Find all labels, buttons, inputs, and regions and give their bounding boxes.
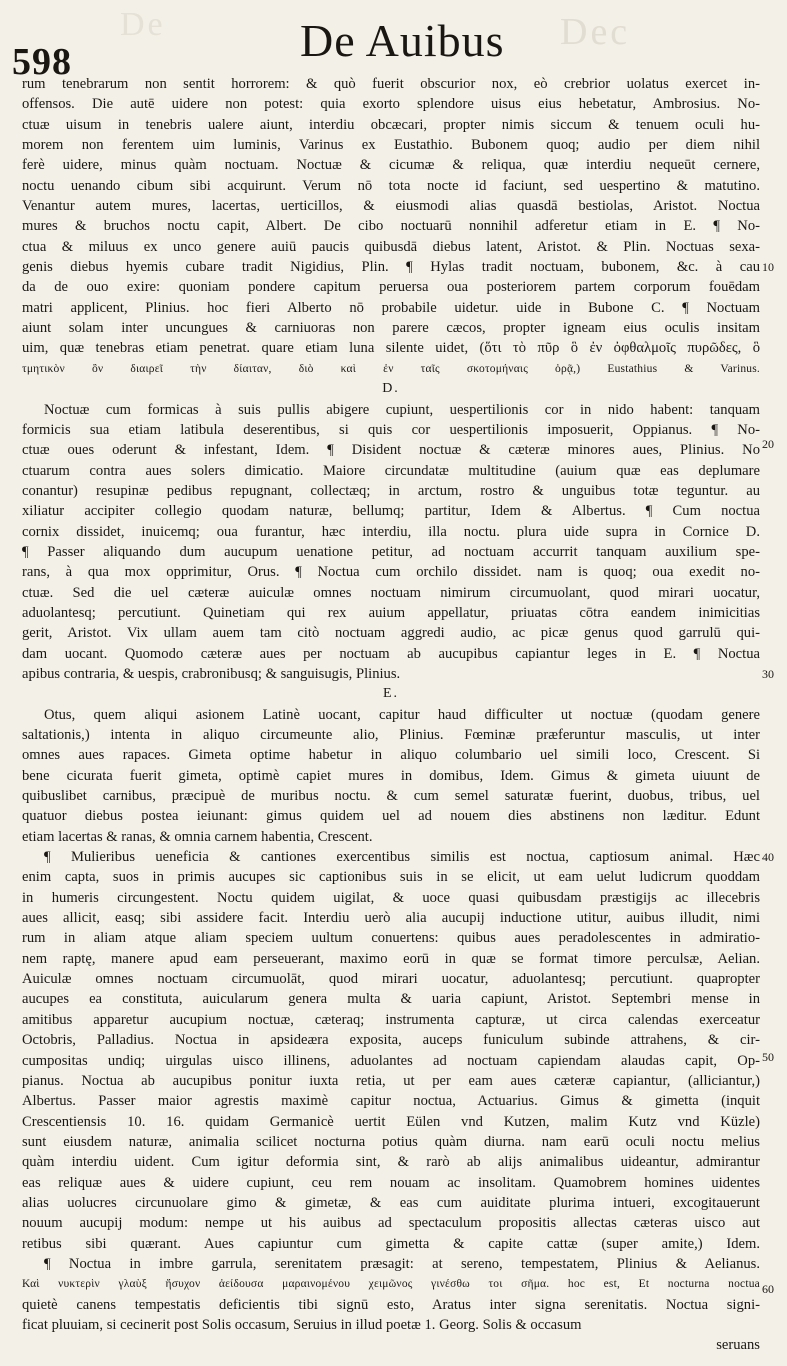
text-line: pianus. Noctua ab aucupibus ponitur iuxta retia, ut per eam aues cæteræ capiantur, (alliciantur,) — [22, 1072, 760, 1089]
text-line: aiunt solam inter uncungues & carniuoras non parere cæcos, propter igneam eius oculis insitam — [22, 320, 760, 337]
text-line: nouum aucupij modum: nempe ut his auibus ad spectaculum propositis allectas cæteras uisco aut — [22, 1215, 760, 1232]
bleed-through-text: De — [120, 6, 166, 43]
text-line: ficat pluuiam, si cecinerit post Solis occasum, Seruius in illud poetæ 1. Georg. Solis & occasum — [22, 1316, 582, 1333]
section-d-text — [22, 400, 760, 685]
margin-line-number: 20 — [762, 437, 774, 451]
text-line: mures & bruchos noctu capit, Albert. De cibo noctuarū nonnihil adferetur etiam in E. ¶ No- — [22, 218, 760, 235]
margin-line-number: 30 — [762, 667, 774, 681]
text-line: aucupes ea constituta, auicularum genera multa & uaria capiunt, Aristot. Septembri mense in — [22, 991, 760, 1008]
paragraph-c-continued — [22, 74, 760, 359]
text-line: Noctuæ cum formicas à suis pullis abigere cupiunt, uespertilionis cor in nido habent: tanquam — [44, 401, 760, 418]
greek-quotation-line: Καὶ νυκτερὶν γλαὺξ ἥσυχον ἀείδουσα μαραινομένου χειμῶνος γινέσθω τοι σῆμα. hoc est, Et nocturna noctua — [22, 1278, 760, 1291]
text-line: enim capta, suos in primis aucupes sic captionibus suis in se elicit, ut eam uelut ludicrum quoddam — [22, 869, 760, 886]
section-e-paragraph-3 — [22, 1295, 760, 1336]
text-line: Otus, quem aliqui asionem Latinè uocant, capitur haud difficulter ut noctuæ (quodam genere — [44, 706, 760, 723]
text-line: Auiculæ omnes noctuam circumuolāt, quod mirari uocatur, aduolantesq; percutiunt. quapropter — [22, 971, 760, 988]
section-e-paragraph-2 — [22, 847, 760, 1254]
section-heading-d: D. — [382, 381, 400, 397]
text-line: sunt eiusdem naturæ, animalia scilicet nocturna potius quàm diurna. nam earū oculi noctu melius — [22, 1133, 760, 1150]
text-line: ¶ Mulieribus ueneficia & cantiones exercentibus similis est noctua, captiosum animal. Hæc — [44, 849, 760, 866]
margin-line-number: 10 — [762, 260, 774, 274]
catchword: seruans — [716, 1337, 760, 1354]
text-line: quàm interdiu uident. Cum igitur deformia sint, & rarò ab alijs animalibus uideantur, admirantur — [22, 1154, 760, 1171]
section-e-text — [22, 705, 760, 847]
text-line: matri applicent, Plinius. hoc fieri Alberto nō probabile uidetur. uide in Bubone C. ¶ Noctuam — [22, 299, 760, 316]
text-line: quibuslibet carnibus, præcipuè de muribus noctu. & cum semel saturatæ fuerint, duobus, tribus, uel — [22, 788, 760, 805]
page-number: 598 — [12, 41, 72, 83]
greek-quotation-line: τμητικὸν ὂν διαιρεῖ τὴν δίαιταν, διὸ καὶ ἐν ταῖς σκοτομήναις ὁρᾷ,) Eustathius & Varinus. — [22, 362, 760, 375]
text-line: cornix dissidet, inuicemq; oua furantur, hæc interdiu, illa noctu. plura uide supra in Cornice D. — [22, 523, 760, 540]
text-line: ctuæ. Sed die uel cæteræ auiculæ omnes noctuam nimirum circumuolant, quod mirari uocatur, — [22, 584, 760, 601]
text-line: uim, quæ tenebras etiam penetrat. quare etiam luna silente uidet, (ὅτι τὸ πῦρ ὃ ἐν ὀφθαλμοῖς πυρῶδες, ὃ — [22, 340, 760, 357]
text-line: conantur) resupinæ pedibus repugnant, collectæq; in arctum, rostro & unguibus totæ teguntur. au — [22, 482, 760, 499]
text-line: ¶ Passer aliquando dum aucupum uenatione petitur, ad noctuam accurrit tanquam auxilium spe- — [22, 543, 760, 560]
margin-line-number: 50 — [762, 1050, 774, 1064]
text-line: etiam lacertas & ranas, & omnia carnem habentia, Crescent. — [22, 828, 373, 845]
text-line: ctuæ oues oderunt & infestant, Idem. ¶ Disident noctuæ & cæteræ minores aues, Plinius. No — [22, 442, 760, 459]
text-line: cumpositas undiq; uirgulas uisco illinens, aduolantes ad noctuam capiendam alaudas capit, Op- — [22, 1052, 760, 1069]
text-line: retibus sibi quærant. Aues capiuntur cum gimetta & capite cattæ (super amite,) Idem. — [22, 1235, 760, 1252]
text-line: in humeris circungestent. Noctu quidem uigilat, & uoce quasi quibusdam præstigijs ac illecebris — [22, 889, 760, 906]
text-line: ctuarum contra aues solers dimicatio. Maiore circundatæ multitudine (auium quæ eas deplumare — [22, 462, 760, 479]
text-line: rum in aliam atque aliam speciem uultum conuertens: quibus aues peradolescentes in admiratio- — [22, 930, 760, 947]
text-line: ctuæ uisum in tenebris ualere aiunt, interdiu obcæcari, propter nimis siccum & tenuem oculi hu- — [22, 116, 760, 133]
margin-line-number: 60 — [762, 1282, 774, 1296]
page-header — [0, 0, 787, 83]
margin-line-number: 40 — [762, 850, 774, 864]
text-line: formicis sua etiam latibula deserentibus, si quis cor uespertilionis imposuerit, Oppianus. ¶ No- — [22, 421, 760, 438]
text-line: xiliatur accipiter collegio quodam naturæ, bellumq; partitur, Idem & Albertus. ¶ Cum noctua — [22, 503, 760, 520]
text-line: alias uolucres circunuolare gimo & gimetæ, & eas cum auiditate plurima intueri, excogitauerunt — [22, 1194, 760, 1211]
text-line: Octobris, Palladius. Noctua in apsideæra exposita, auceps funiculum subinde attrahens, & cir- — [22, 1032, 760, 1049]
text-line: Albertus. Passer maior agrestis maximè capitur noctua, Actuarius. Gimus & gimetta (inquit — [22, 1093, 760, 1110]
text-line: ctua & miluus ex unco genere auiū paucis quibusdā diebus latent, Aristot. & Plin. Noctuas sexa- — [22, 238, 760, 255]
text-line: omnes aues rapaces. Gimeta optime habetur in aliquo columbario uel simili loco, Crescent. Si — [22, 747, 760, 764]
text-line: apibus contraria, & uespis, crabronibusq; & sanguisugis, Plinius. — [22, 665, 401, 682]
text-line: offensos. Die autē uidere non potest: quia exorto splendore uisus eius hebetatur, Ambrosius. No- — [22, 96, 760, 113]
text-line: genis diebus hyemis cubare tradit Nigidius, Plin. ¶ Hylas tradit noctuam, bubonem, &c. à cau — [22, 259, 760, 276]
text-line: rum tenebrarum non sentit horrorem: & quò fuerit obscurior nox, eò crebrior uolatus exercet in- — [22, 76, 760, 92]
text-line: Crescentiensis 10. 16. quidam Germanicè uertit Eülen vnd Kutzen, malim Kutz vnd Küzle) — [22, 1113, 760, 1130]
text-line: quietè canens tempestatis deficientis tibi signū esto, Aratus inter signa serenitatis. Noctua signi- — [22, 1296, 760, 1313]
text-line: gerit, Aristot. Vix ullam auem tam citò noctuam aggredi audio, ac picæ genus quod garrulū qui- — [22, 625, 760, 642]
text-line: noctu uenando cibum sibi acquirunt. Verum nō tota nocte id faciunt, sed uespertino & matutino. — [22, 177, 760, 194]
text-line: quatuor diebus postea ieiunant: gimus quidem uel ad nouem dies abstinens non læditur. Edunt — [22, 808, 760, 825]
body-text — [22, 74, 760, 1356]
text-line: ¶ Noctua in imbre garrula, serenitatem præsagit: at sereno, tempestatem, Plinius & Aelianus. — [44, 1255, 760, 1272]
text-line: aues allicit, easq; sibi assidere facit. Interdiu uerò alia aucupij inductione utitur, auibus illudit, nimi — [22, 910, 760, 927]
bleed-through-text-right: Dec — [560, 11, 631, 53]
text-line: ferè uidere, minus quàm noctuam. Noctuæ & cicumæ & reliqua, quæ interdiu nequeūt cernere, — [22, 157, 760, 174]
text-line: bene cicurata fuerit gimeta, optimè capiet mures in domibus, Idem. Gimus & gimeta uiuunt de — [22, 767, 760, 784]
running-head: De Auibus — [300, 15, 505, 66]
text-line: eas reliquæ aues & uidere cupiunt, ceu rem nouam ac insolitam. Quamobrem homines uidentes — [22, 1174, 760, 1191]
text-line: Venantur autem mures, lacertas, uerticillos, & eiusmodi alias quasdā bestiolas, Aristot. Noctua — [22, 198, 760, 215]
text-line: da de ouo exire: quoniam pondere capitum peruersa oua posteriorem partem corporum fouēdam — [22, 279, 760, 296]
text-line: dam uocant. Quomodo cæteræ aues per noctuam ab aucupibus capiantur leges in E. ¶ Noctua — [22, 645, 760, 662]
text-line: saltationis,) intenta in aliquo circumeunte alio, Plinius. Fœminæ præferuntur masculis, ut inter — [22, 727, 760, 743]
text-line: aduolantesq; percutiunt. Quinetiam qui rex auium appellatur, priuatas cōtra eandem inimicitias — [22, 604, 760, 621]
text-line: morem non ferentem uim luminis, Varinus ex Eustathio. Bubonem quoq; audio per diem nihil — [22, 137, 760, 154]
text-line: nem raptę, manere apud eam perseuerant, maximo eorū in quæ se format timore perculsæ, Aelian. — [22, 950, 760, 967]
section-heading-e: E. — [382, 686, 400, 702]
text-line: rans, à qua mox opprimitur, Orus. ¶ Noctua cum orchilo dissidet. nam is quoq; oua exedit no- — [22, 564, 760, 581]
text-line: amitibus apparetur aucupium noctuæ, cæteraq; instrumenta capturæ, ut circa calendas exerceatur — [22, 1011, 760, 1028]
